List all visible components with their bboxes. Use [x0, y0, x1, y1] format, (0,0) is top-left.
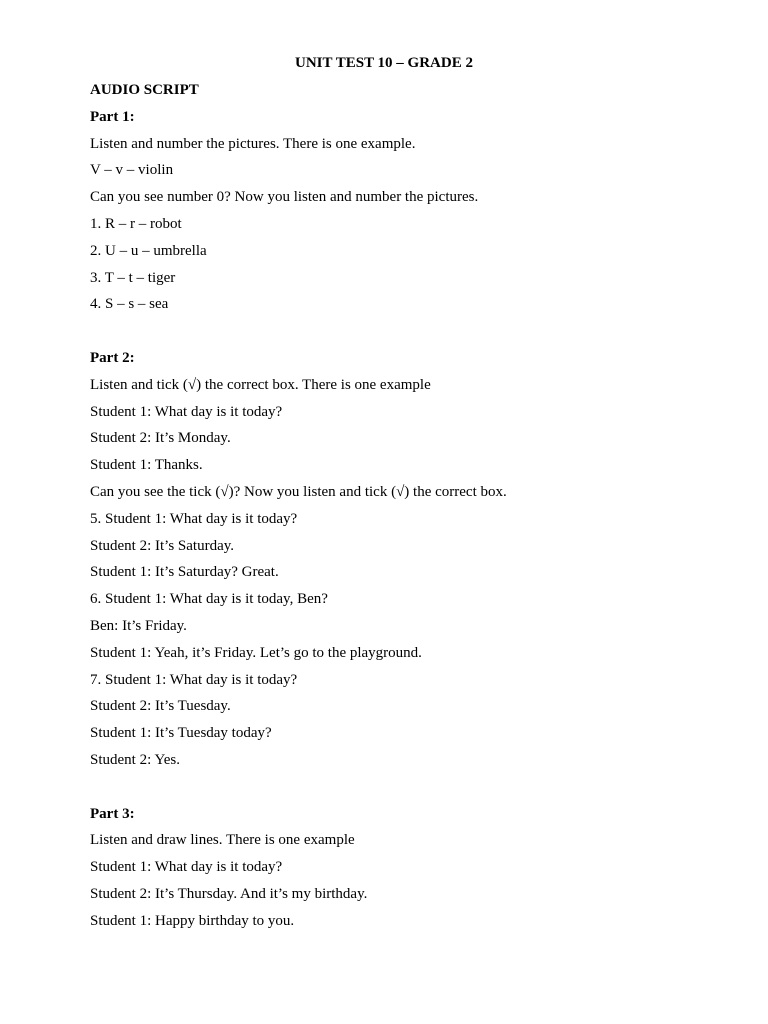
part3-line: Student 2: It’s Thursday. And it’s my birthday. [90, 885, 368, 902]
part3-line: Listen and draw lines. There is one example [90, 832, 355, 849]
part1-line: 2. U – u – umbrella [90, 242, 207, 259]
part3-line: Student 1: Happy birthday to you. [90, 912, 295, 929]
part3-label: Part 3: [90, 805, 135, 822]
part2-line: Student 2: Yes. [90, 751, 181, 768]
part2-line: Student 1: It’s Tuesday today? [90, 725, 272, 742]
part3-line: Student 1: What day is it today? [90, 859, 283, 876]
part2-line: Student 2: It’s Tuesday. [90, 698, 231, 715]
document-body [90, 81, 710, 939]
part1-label: Part 1: [90, 108, 135, 125]
part2-line: 5. Student 1: What day is it today? [90, 510, 298, 527]
part2-line: Student 2: It’s Monday. [90, 430, 231, 447]
part1-line: V – v – violin [90, 162, 174, 179]
audio-script-heading: AUDIO SCRIPT [90, 82, 199, 98]
part1-line: Listen and number the pictures. There is one example. [90, 135, 416, 152]
document-title: UNIT TEST 10 – GRADE 2 [295, 55, 473, 71]
part2-line: 6. Student 1: What day is it today, Ben? [90, 591, 328, 608]
part2-label: Part 2: [90, 349, 135, 366]
part2-line: Student 2: It’s Saturday. [90, 537, 235, 554]
part2-line: 7. Student 1: What day is it today? [90, 671, 298, 688]
section-spacer [90, 778, 710, 805]
part2-line: Student 1: It’s Saturday? Great. [90, 564, 279, 581]
part2-line: Can you see the tick (√)? Now you listen and tick (√) the correct box. [90, 483, 507, 500]
part2-line: Ben: It’s Friday. [90, 617, 187, 634]
part1-line: Can you see number 0? Now you listen and number the pictures. [90, 189, 479, 206]
part2-line: Student 1: What day is it today? [90, 403, 283, 420]
part2-line: Student 1: Yeah, it’s Friday. Let’s go to the playground. [90, 644, 422, 661]
part1-line: 3. T – t – tiger [90, 269, 176, 286]
section-spacer [90, 322, 710, 349]
part1-line: 1. R – r – robot [90, 215, 182, 232]
part2-line: Listen and tick (√) the correct box. There is one example [90, 376, 431, 393]
part2-line: Student 1: Thanks. [90, 457, 203, 474]
part1-line: 4. S – s – sea [90, 296, 169, 313]
